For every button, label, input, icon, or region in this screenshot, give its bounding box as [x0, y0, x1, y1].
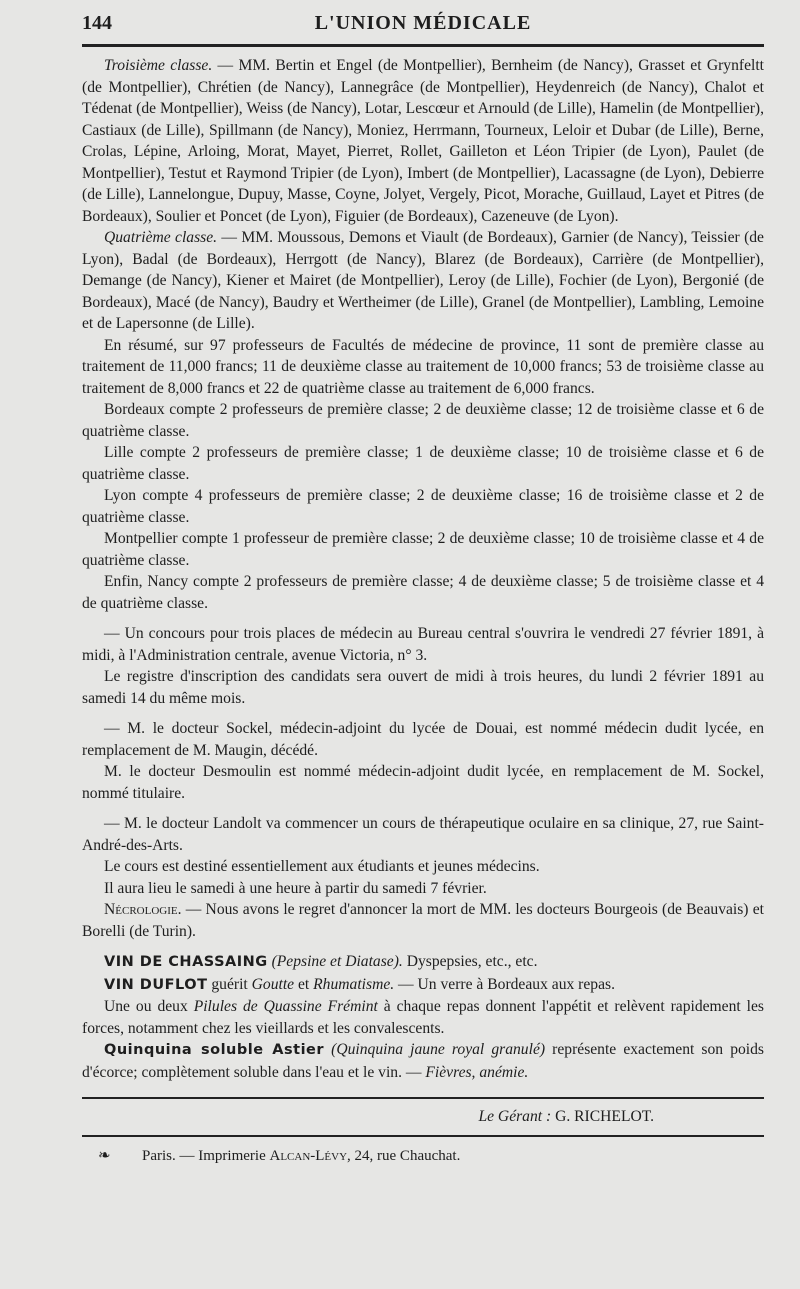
- ad-pilules-quassine: [82, 996, 764, 1039]
- ad-title: VIN DUFLOT: [104, 976, 208, 993]
- paragraph-bordeaux: Bordeaux compte 2 professeurs de première classe; 2 de deuxième classe; 12 de troisième classe et 6 de quatrième classe.: [82, 401, 764, 440]
- paragraph-sockel: — M. le docteur Sockel, médecin-adjoint du lycée de Douai, est nommé médecin dudit lycée, en remplacement de M. Maugin, décédé.: [82, 720, 764, 759]
- paragraph-nancy: Enfin, Nancy compte 2 professeurs de première classe; 4 de deuxième classe; 5 de troisième classe et 4 de quatrième classe.: [82, 573, 764, 612]
- imprint-city: Paris.: [142, 1148, 176, 1164]
- imprint-rule: [82, 1135, 764, 1137]
- ad-vin-duflot: [82, 974, 764, 997]
- journal-title: L'UNION MÉDICALE: [314, 12, 532, 34]
- gerant-line: [82, 1105, 764, 1129]
- paragraph-resume: En résumé, sur 97 professeurs de Facultés de médecine de province, 11 sont de première classe au traitement de 11,000 francs; 11 de deuxième classe au traitement de 10,000 francs; 53 de troisième classe au traitement de 8,000 francs et 22 de quatrième classe au traitement de 6,000 francs.: [82, 336, 764, 397]
- printer-ornament-icon: ❧: [98, 1148, 111, 1164]
- ad-text: et: [294, 975, 314, 993]
- ad-text: Une ou deux: [104, 998, 194, 1015]
- ad-title: Quinquina soluble Astier: [104, 1042, 325, 1058]
- article-body: [82, 55, 764, 1083]
- paragraph-necrologie: [82, 899, 764, 942]
- paragraph-landolt: — M. le docteur Landolt va commencer un cours de thérapeutique oculaire en sa clinique, 27, rue Saint-André-des-Arts.: [82, 815, 764, 854]
- paragraph-quatrieme-classe: [82, 227, 764, 335]
- ad-italic: Rhumatisme.: [313, 975, 395, 993]
- paragraph-desmoulin: M. le docteur Desmoulin est nommé médecin-adjoint dudit lycée, en remplacement de M. Sockel, nommé titulaire.: [82, 763, 764, 802]
- class-text: — MM. Moussous, Demons et Viault (de Bordeaux), Garnier (de Nancy), Teissier (de Lyon), Badal (de Bordeaux), Herrgott (de Nancy), Blarez (de Bordeaux), Carrière (de Montpellier), Demange (de Nancy), Kiener et Mairet (de Montpellier), Leroy (de Lille), Fochier (de Lyon), Bergonié (de Bordeaux), Macé (de Nancy), Baudry et Wertheimer (de Lille), Granel (de Montpellier), Lambling, Lemoine et de Lapersonne (de Lille).: [82, 229, 764, 332]
- paragraph-montpellier: Montpellier compte 1 professeur de première classe; 2 de deuxième classe; 10 de troisième classe et 4 de quatrième classe.: [82, 530, 764, 569]
- class-text: — MM. Bertin et Engel (de Montpellier), Bernheim (de Nancy), Grasset et Grynfeltt (de Montpellier), Chrétien (de Nancy), Lannegrâce (de Montpellier), Heydenreich (de Nancy), Chalot et Tédenat (de Montpellier), Weiss (de Nancy), Lotar, Lescœur et Arnould (de Lille), Hamelin (de Montpellier), Castiaux (de Lille), Spillmann (de Nancy), Moniez, Herrmann, Tourneux, Leloir et Dubar (de Lille), Berne, Crolas, Lépine, Arloing, Morat, Mayet, Pierret, Rollet, Gailleton et Léon Tripier (de Lyon), Paulet (de Montpellier), Testut et Raymond Tripier (de Lyon), Imbert (de Montpellier), Lacassagne (de Lyon), Debierre (de Lille), Lannelongue, Dupuy, Masse, Coyne, Jolyet, Vergely, Picot, Morache, Guillaud, Layet et Pitres (de Bordeaux), Soulier et Poncet (de Lyon), Figuier (de Bordeaux), Cazeneuve (de Lyon).: [82, 57, 765, 225]
- paragraph-registre: Le registre d'inscription des candidats sera ouvert de midi à trois heures, du lundi 2 février 1891 au samedi 14 du même mois.: [82, 668, 764, 707]
- paragraph-lieu: Il aura lieu le samedi à une heure à partir du samedi 7 février.: [104, 879, 487, 897]
- ad-italic: (Pepsine et Diatase).: [271, 953, 403, 970]
- ad-title: VIN DE CHASSAING: [104, 954, 268, 970]
- ad-text: Dyspepsies, etc., etc.: [402, 953, 538, 970]
- imprint-line: [82, 1145, 764, 1167]
- class-label: Troisième classe.: [104, 57, 213, 74]
- ad-text: guérit: [207, 975, 252, 993]
- page-number: 144: [82, 12, 112, 34]
- paragraph-cours: Le cours est destiné essentiellement aux étudiants et jeunes médecins.: [104, 858, 540, 875]
- class-label: Quatrième classe.: [104, 229, 218, 246]
- page-header: [82, 0, 764, 44]
- imprint-printer: Alcan-Lévy: [269, 1148, 348, 1164]
- imprint-text: — Imprimerie: [175, 1148, 270, 1164]
- footer-rule: [82, 1097, 764, 1099]
- ad-vin-chassaing: [82, 951, 764, 974]
- imprint-address: , 24, rue Chauchat.: [347, 1148, 461, 1164]
- ad-italic: (Quinquina jaune royal granulé): [331, 1041, 546, 1058]
- ad-text: — Un verre à Bordeaux aux repas.: [394, 975, 615, 993]
- ad-text: représente exactement son poids d'écorce; complètement soluble dans l'eau et le vin. —: [82, 1041, 764, 1081]
- ad-italic: Pilules de Quassine Frémint: [193, 998, 378, 1015]
- paragraph-lille: Lille compte 2 professeurs de première classe; 1 de deuxième classe; 10 de troisième classe et 6 de quatrième classe.: [82, 444, 764, 483]
- necrologie-text: — Nous avons le regret d'annoncer la mort de MM. les docteurs Bourgeois (de Beauvais) et Borelli (de Turin).: [82, 901, 764, 940]
- paragraph-concours: — Un concours pour trois places de médecin au Bureau central s'ouvrira le vendredi 27 février 1891, à midi, à l'Administration centrale, avenue Victoria, n° 3.: [82, 625, 764, 664]
- gerant-name: G. RICHELOT.: [551, 1108, 654, 1125]
- header-rule: [82, 44, 764, 47]
- ad-text: à chaque repas donnent l'appétit et relèvent rapidement les forces, notamment chez les vieillards et les convalescents.: [82, 998, 764, 1037]
- paragraph-troisieme-classe: [82, 55, 764, 227]
- ad-italic: Goutte: [251, 975, 295, 993]
- gerant-label: Le Gérant :: [478, 1108, 552, 1125]
- ad-italic: Fièvres, anémie.: [425, 1063, 529, 1081]
- paragraph-lyon: Lyon compte 4 professeurs de première classe; 2 de deuxième classe; 16 de troisième classe et 2 de quatrième classe.: [82, 487, 764, 526]
- necrologie-label: Nécrologie.: [104, 901, 182, 918]
- ad-quinquina-astier: [82, 1039, 764, 1083]
